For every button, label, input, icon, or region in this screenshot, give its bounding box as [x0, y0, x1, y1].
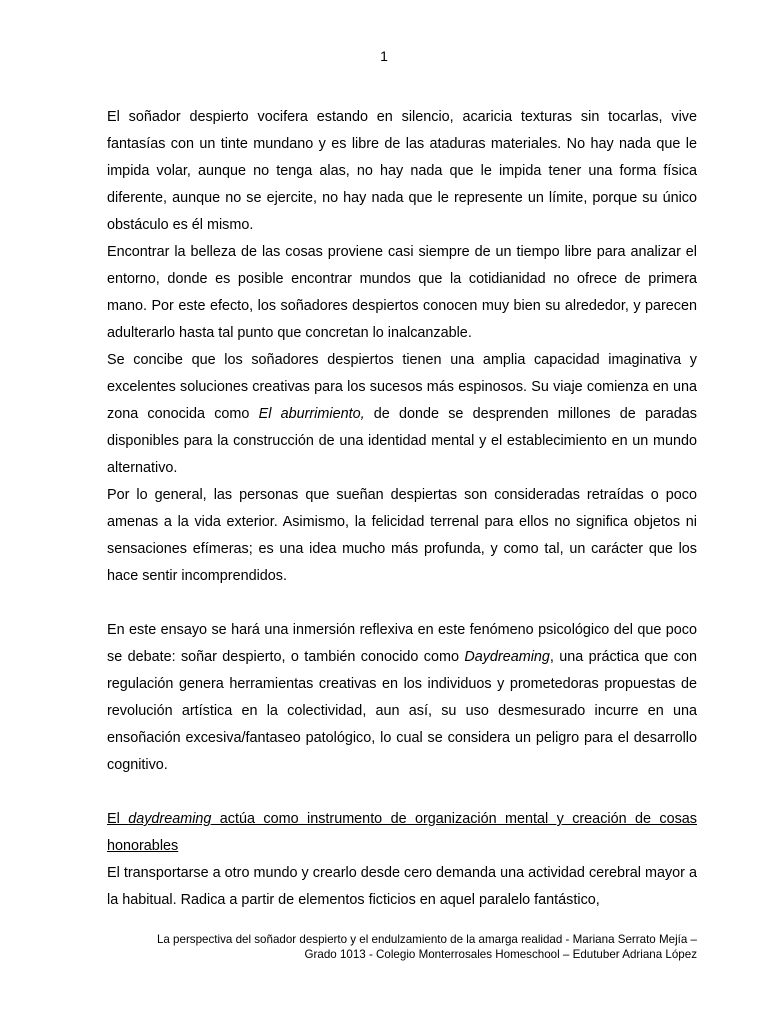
section-heading	[107, 806, 697, 860]
paragraph-5-text-a: En este ensayo se hará una inmersión reflexiva en este fenómeno psicológico del que poco se debate: soñar despierto, o también conocido como	[107, 622, 697, 665]
paragraph-spacer	[107, 590, 697, 617]
paragraph-5-text-b: , una práctica que con regulación genera herramientas creativas en los individuos y prometedoras propuestas de revolución artística en la colectividad, aun así, su uso desmesurado incurre en una ensoñación excesiva/fantaseo patológico, lo cual se considera un peligro para el desarrollo cognitivo.	[107, 649, 697, 773]
section-heading-italic: daydreaming	[128, 811, 212, 827]
paragraph-3-text-a: Se concibe que los soñadores despiertos tienen una amplia capacidad imaginativa y excelentes soluciones creativas para los sucesos más espinosos. Su viaje comienza en una zona conocida como	[107, 352, 697, 422]
section-heading-text-a: El	[107, 811, 129, 827]
paragraph-5	[107, 617, 697, 779]
section-heading-text-b: actúa como instrumento de organización mental y creación de cosas honorables	[107, 811, 697, 854]
document-body	[107, 104, 697, 914]
footer-line-1: La perspectiva del soñador despierto y el endulzamiento de la amarga realidad - Mariana Serrato Mejía –	[156, 933, 697, 946]
paragraph-3-text-b: de donde se desprenden millones de paradas disponibles para la construcción de una identidad mental y el establecimiento en un mundo alternativo.	[107, 406, 697, 476]
paragraph-3	[107, 347, 697, 482]
paragraph-5-italic: Daydreaming	[464, 649, 550, 665]
paragraph-1: El soñador despierto vocifera estando en silencio, acaricia texturas sin tocarlas, vive fantasías con un tinte mundano y es libre de las ataduras materiales. No hay nada que le impida volar, aunque no tenga alas, no hay nada que le impida tener una forma física diferente, aunque no se ejercite, no hay nada que le represente un límite, porque su único obstáculo es él mismo.	[107, 109, 697, 233]
paragraph-2: Encontrar la belleza de las cosas proviene casi siempre de un tiempo libre para analizar el entorno, donde es posible encontrar mundos que la cotidianidad no ofrece de primera mano. Por este efecto, los soñadores despiertos conocen muy bien su alrededor, y parecen adulterarlo hasta tal punto que concretan lo inalcanzable.	[107, 244, 697, 341]
paragraph-4: Por lo general, las personas que sueñan despiertas son consideradas retraídas o poco amenas a la vida exterior. Asimismo, la felicidad terrenal para ellos no significa objetos ni sensaciones efímeras; es una idea mucho más profunda, y como tal, un carácter que los hace sentir incomprendidos.	[107, 487, 697, 584]
page-number: 1	[380, 48, 388, 64]
paragraph-3-italic: El aburrimiento,	[258, 406, 365, 422]
paragraph-spacer	[107, 779, 697, 806]
footer-line-2: Grado 1013 - Colegio Monterrosales Homeschool – Edutuber Adriana López	[304, 948, 697, 961]
page-footer	[107, 932, 697, 962]
paragraph-6: El transportarse a otro mundo y crearlo desde cero demanda una actividad cerebral mayor a la habitual. Radica a partir de elementos ficticios en aquel paralelo fantástico,	[107, 865, 697, 908]
